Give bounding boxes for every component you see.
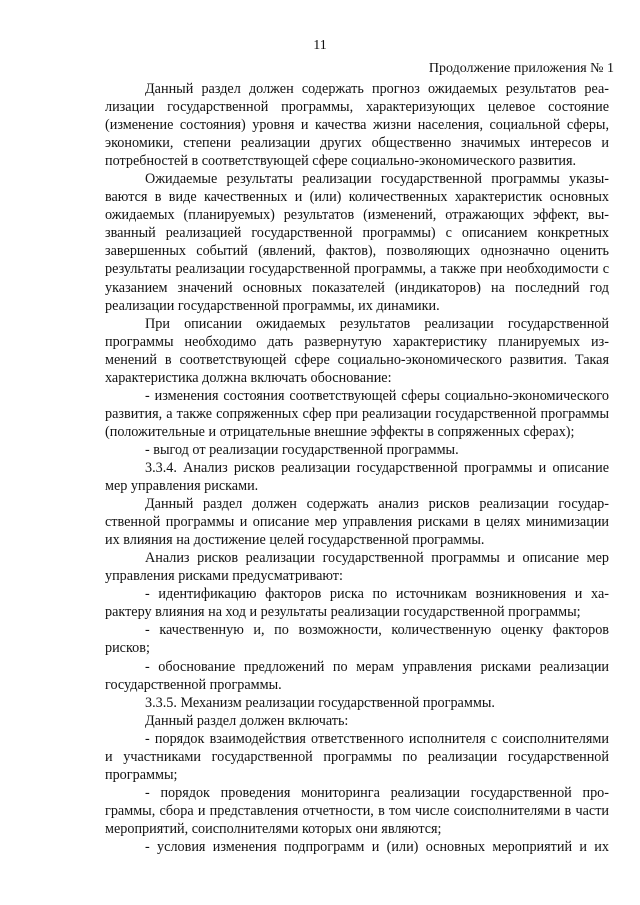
section-heading-3-3-4: 3.3.4. Анализ рисков реализации государственной программы и описание мер управления рисками. <box>105 459 609 495</box>
paragraph-description-expected-results: При описании ожидаемых результатов реализации государственной программы необходимо дать развернутую характеристику планируемых изменений в соответствующей сфере социально-экономического развития. Такая характеристика должна включать обоснование: <box>105 315 609 386</box>
list-item-monitoring-procedure: - порядок проведения мониторинга реализации государственной программы, сбора и представления отчетности, в том числе соисполнителями в части мероприятий, соисполнителями которых они являются; <box>105 784 609 837</box>
section-heading-3-3-5: 3.3.5. Механизм реализации государственной программы. <box>145 694 495 711</box>
list-item-interaction-procedure: - порядок взаимодействия ответственного исполнителя с соисполнителями и участниками государственной программы по реализации государственной программы; <box>105 730 609 783</box>
page-number: 11 <box>313 38 327 53</box>
list-item-risk-management-proposals: - обоснование предложений по мерам управления рисками реализации государственной программы. <box>105 658 609 693</box>
list-item-benefits: - выгод от реализации государственной программы. <box>145 441 459 458</box>
paragraph-section-includes: Данный раздел должен включать: <box>145 712 349 729</box>
list-item-change-conditions: - условия изменения подпрограмм и (или) основных мероприятий и их <box>145 838 609 855</box>
appendix-continuation-note: Продолжение приложения № 1 <box>428 61 614 76</box>
body-text <box>105 80 609 856</box>
paragraph-risk-analysis-provides: Анализ рисков реализации государственной программы и описание мер управления рисками предусматривают: <box>105 550 609 585</box>
list-item-risk-assessment: - качественную и, по возможности, количественную оценку факторов рисков; <box>105 622 609 657</box>
paragraph-expected-results: Ожидаемые результаты реализации государственной программы указываются в виде качественных и (или) количественных характеристик основных ожидаемых (планируемых) результатов (изменений, отражающих эффект, вызванный реализацией государственной программы) с описанием конкретных завершенных событий (явлений, фактов), позволяющих однозначно оценить результаты реализации государственной программы, а также при необходимости с указанием значений основных показателей (индикаторов) на последний год реализации государственной программы, их динамики. <box>105 171 609 314</box>
paragraph-forecast-results: Данный раздел должен содержать прогноз ожидаемых результатов реализации государственной программы, характеризующих целевое состояние (изменение состояния) уровня и качества жизни населения, социальной сферы, экономики, степени реализации других общественно значимых интересов и потребностей в соответствующей сфере социально-экономического развития. <box>105 81 609 170</box>
paragraph-risk-analysis-content: Данный раздел должен содержать анализ рисков реализации государственной программы и описание мер управления рисками в целях минимизации их влияния на достижение целей государственной программы. <box>105 496 609 549</box>
list-item-state-changes: - изменения состояния соответствующей сферы социально-экономического развития, а также сопряженных сфер при реализации государственной программы (положительные и отрицательные внешние эффекты в сопряженных сферах); <box>105 387 609 440</box>
list-item-risk-identification: - идентификацию факторов риска по источникам возникновения и характеру влияния на ход и результаты реализации государственной программы; <box>105 586 609 621</box>
